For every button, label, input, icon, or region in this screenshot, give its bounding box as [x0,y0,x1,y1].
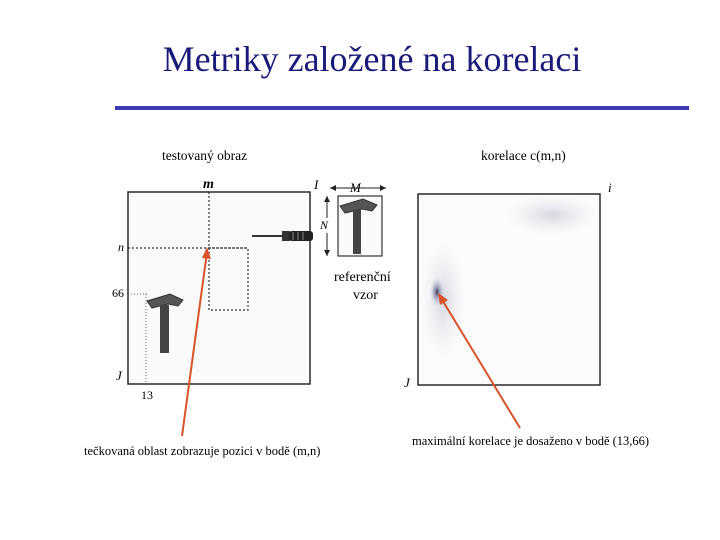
axis-label-I: I [314,177,319,192]
axis-label-n: n [118,240,124,254]
test-image-frame [128,192,310,384]
template-label-M: M [350,180,361,195]
test-image [128,192,313,384]
left-bottom-caption: tečkovaná oblast zobrazuje pozici v bodě (m,n) [84,444,321,458]
axis-label-m: m [203,177,214,192]
right-bottom-caption: maximální korelace je dosaženo v bodě (13,66) [412,434,650,448]
template-caption-line1: referenční [334,270,391,285]
correlation-haze [506,195,598,235]
slide-title: Metriky založené na korelaci [162,39,582,79]
axis-label-13: 13 [141,388,153,402]
axis-label-i: i [608,180,612,195]
axis-label-66: 66 [112,286,124,300]
axis-label-J: J [116,368,122,383]
test-image-caption: testovaný obraz [162,148,248,163]
template-label-N: N [320,218,329,232]
template-caption-line2: vzor [353,288,378,303]
correlation-map [418,194,600,385]
axis-label-J-right: J [404,375,410,390]
correlation-caption: korelace c(m,n) [481,148,566,163]
